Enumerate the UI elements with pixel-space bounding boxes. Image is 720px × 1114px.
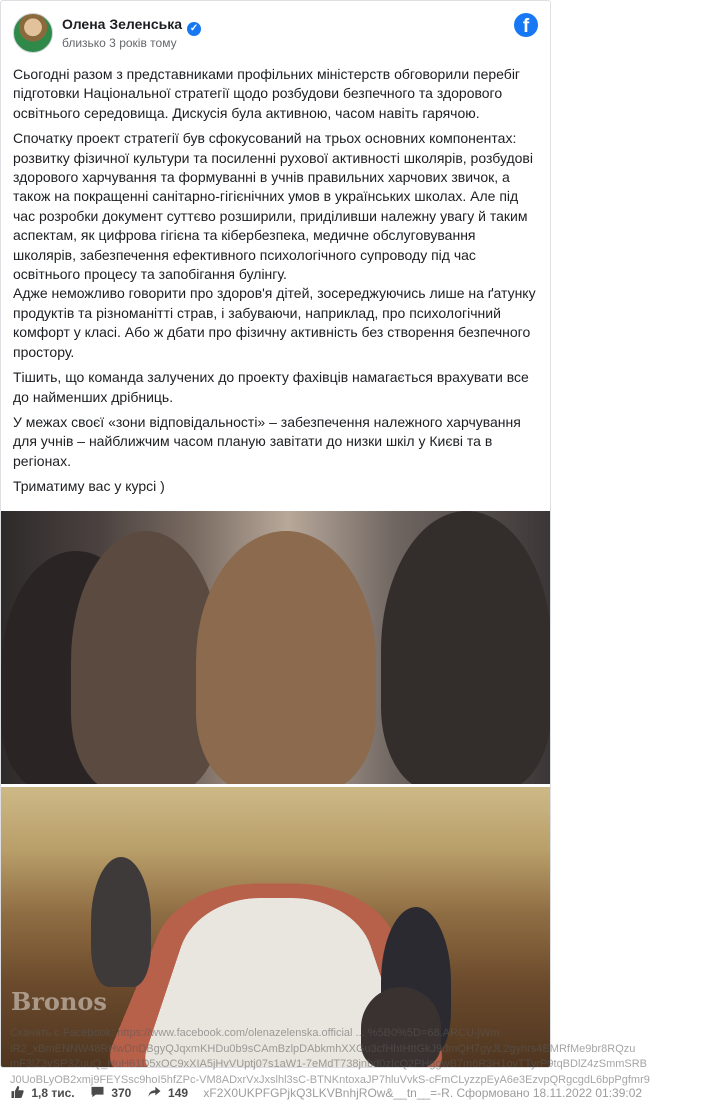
comments-count: 370 xyxy=(111,1086,132,1100)
facebook-logo-icon[interactable]: f xyxy=(514,13,538,37)
post-paragraph: Тішить, що команда залучених до проекту фахівців намагається врахувати все до найменших дрібниць. xyxy=(13,369,529,405)
likes-count: 1,8 тис. xyxy=(31,1086,75,1100)
photo-person xyxy=(381,511,551,784)
source-line: J0UoBLyOB2xmj9FEYSsc9hoI5hfZPc-VM8ADxrVxJxslhl3sC-BTNKntoxaJP7hluVvkS-cFmCLyzzpEyA6e3EzvpQRgcgdL6bpPgfmr9 xyxy=(10,1073,650,1086)
post-header xyxy=(13,13,538,57)
post-photo-closeup[interactable] xyxy=(1,511,551,784)
author-avatar[interactable] xyxy=(13,13,53,53)
photo-person xyxy=(91,857,151,987)
author-name-row xyxy=(62,16,201,36)
photo-person xyxy=(196,531,376,784)
thumbs-up-icon xyxy=(10,1086,25,1098)
source-line: Скачать с Facebook: https://www.facebook.com/olenazelenska.official ... %5B0%5D=68.ARCU-jWm xyxy=(10,1027,500,1039)
author-name[interactable]: Олена Зеленська xyxy=(62,16,183,32)
shares-stat[interactable] xyxy=(147,1086,188,1100)
post-text xyxy=(13,65,541,503)
post-paragraph: Спочатку проект стратегії був сфокусований на трьох основних компонентах: розвитку фізичної культури та посиленні рухової активності школярів, розбудові здорового харчування та формуванні в учнів правильних харчових звичок, а також на покращенні санітарно-гігієнічних умов в українських школах. Але під час розробки документ суттєво розширили, приділивши належну увагу й таким аспектам, як цифрова гігієна та кібербезпека, медичне обслуговування школярів, забезпечення ефективного психологічного супроводу під час освітнього процесу та запобігання булінгу. Адже неможливо говорити про здоров'я дітей, зосереджуючись лише на ґатунку продуктів та різноманітті страв, і забуваючи, наприклад, про психологічний комфорт у класі. Або ж дбати про фізичну активність без створення безпечного простору. xyxy=(13,130,536,360)
generated-timestamp: xF2X0UKPFGPjkQ3LKVBnhjROw&__tn__=-R. Сформовано 18.11.2022 01:39:02 xyxy=(203,1086,643,1100)
likes-stat[interactable] xyxy=(10,1086,75,1100)
post-paragraph: Сьогодні разом з представниками профільних міністерств обговорили перебіг підготовки Національної стратегії щодо розбудови безпечного та здорового освітнього середовища. Дискусія була активною, часом навіть гарячою. xyxy=(13,66,521,121)
verified-badge-icon: ✓ xyxy=(187,22,201,36)
post-paragraph: Триматиму вас у курсі ) xyxy=(13,478,165,495)
comments-stat[interactable] xyxy=(90,1086,131,1100)
comment-icon xyxy=(90,1086,105,1098)
post-timestamp[interactable]: близько 3 років тому xyxy=(62,36,177,50)
post-paragraph: У межах своєї «зони відповідальності» – забезпечення належного харчування для учнів – найближчим часом планую завітати до низки шкіл у Києві та в регіонах. xyxy=(13,413,521,469)
post-footer xyxy=(10,1086,642,1102)
share-icon xyxy=(147,1086,162,1098)
source-line: mF3lZ3vSP3ZuuQ_HuH61D5xOC9xXIA5jHvVUptj07s1aW1-7eMdT738jnbd0zIcQ2PHggwB7m6R3H1ovTTyrP9tqBDlZ4zSmmSRB xyxy=(10,1058,648,1070)
source-line: iR2_xBmENNW48RHwDnDBgyQJqxmKHDu0b9sCAmBzlpDAbkmhXXGu3cfHhIHttGkJ9dmQH7gyJL2gyhrs4EMRfMe9br8RQzu xyxy=(10,1042,636,1055)
shares-count: 149 xyxy=(168,1086,189,1100)
source-url-text xyxy=(10,1026,710,1088)
photo-watermark: Bronos xyxy=(11,987,107,1016)
